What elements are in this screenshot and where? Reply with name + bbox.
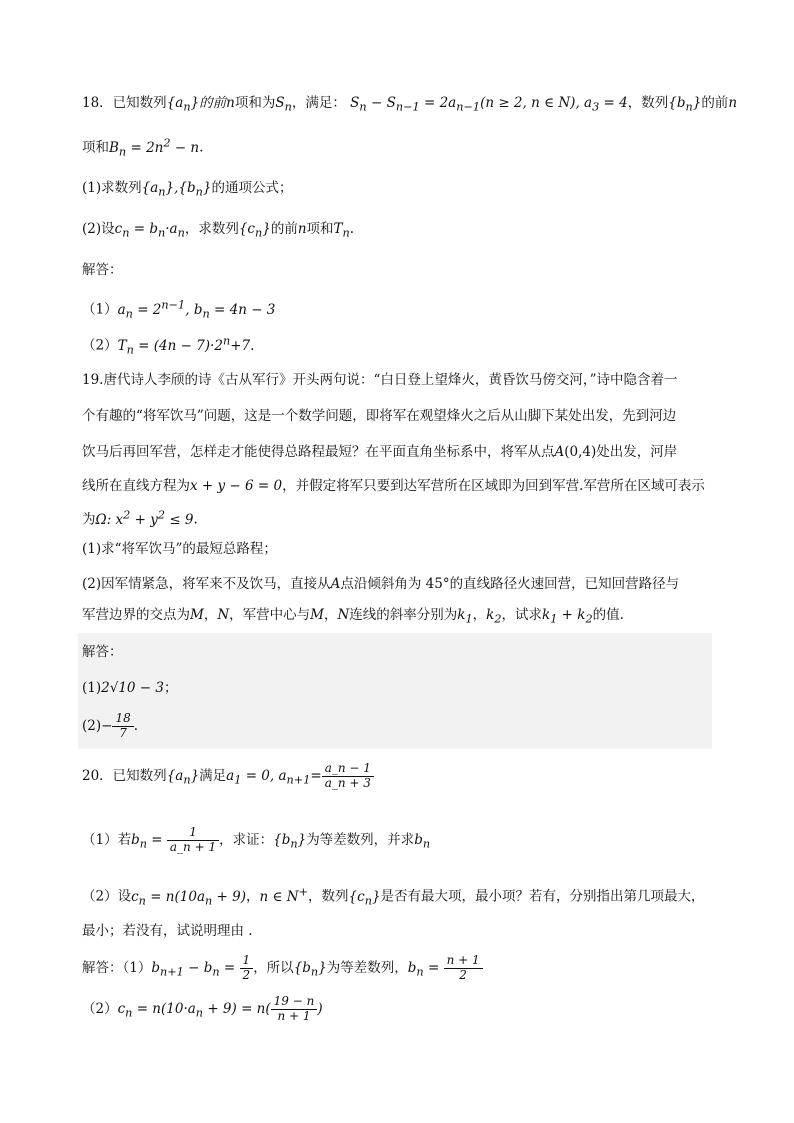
q20-line-1: 20．已知数列$\{a_n\}$满足$a_1 = 0$, $a_{n+1}=$ $\frac{a\_n - 1}{a\_n + 3}$: [82, 762, 374, 791]
q18-condition: $S_n - S_{n-1} = 2a_{n-1}(n \ge 2$, n ∈ N), $a_3 = 4$: [350, 95, 628, 114]
q18-text: 项和为: [234, 95, 276, 111]
q19-line-5: 为Ω: $x^2 + y^2 \le 9$.: [82, 508, 198, 528]
var-Bn: $B_n = 2n^2 - n$: [109, 136, 200, 159]
q18-answer-1: $(1)a_n = 2^{n-1}$, $b_n = 4n - 3$: [82, 298, 276, 321]
q20-answer-2: $(2)c_n = n(10\cdot a_n + 9) = n$( $\frac{19 - n}{n + 1}$ ): [82, 994, 323, 1023]
q18-part-1: (1)求数列$\{a_n\},\{b_n\}$的通项公式；: [82, 180, 293, 199]
q19-part-2-cont: 军营边界的交点为M，N，军营中心与M，N连线的斜率分别为$k_1$，$k_2$，试求$k_1 + k_2$的值.: [82, 607, 624, 626]
fraction: $\frac{1}{a\_n + 1}$: [167, 826, 219, 855]
fraction: $\frac{n + 1}{2}$: [444, 954, 483, 983]
q18-answer-label: 解答：: [82, 262, 123, 278]
q18-line-2: [82, 136, 203, 159]
q19-part-1: (1)求“将军饮马”的最短总路程；: [82, 541, 277, 557]
q18-text: 的前: [701, 95, 729, 111]
q18-text: ，数列: [627, 95, 669, 111]
q20-answer-1: 解答：$(1)b_{n+1} - b_n$ = $\frac{1}{2}$ ，所以$\{b_n\}$为等差数列，$b_n$ = $\frac{n + 1}{2}$: [82, 954, 483, 983]
seq-b: $\{b_n\}$: [668, 95, 702, 114]
fraction: $\frac{1}{2}$: [240, 954, 254, 983]
q18-text: .: [199, 139, 204, 156]
q19-answer-label: 解答：: [82, 644, 123, 660]
q20-part-2: （2）设$c_n = n(10a_n + 9)$，n ∈ N+，数列$\{c_n\}$是否有最大项，最小项？若有，分别指出第几项最大，: [82, 885, 705, 908]
q20-part-2-cont: 最小；若没有，试说明理由 .: [82, 923, 253, 939]
var-n: n: [728, 95, 738, 111]
fraction: $\frac{19 - n}{n + 1}$: [271, 995, 318, 1024]
var-n: n: [226, 95, 235, 111]
q18-text: 18．已知数列: [82, 95, 167, 111]
q18-part-2: (2)设$c_n = b_n\cdot a_n$，求数列$\{c_n\}$的前n项和$T_n$.: [82, 221, 355, 240]
var-Sn: $S_n$: [275, 95, 292, 114]
q19-line-3: 饮马后再回军营，怎样走才能使得总路程最短？在平面直角坐标系中，将军从点A(0,4)处出发，河岸: [82, 444, 678, 460]
q18-text: ，满足：: [291, 95, 346, 111]
q19-answer-1: (1)2√10 − 3；: [82, 680, 178, 696]
q18-text: 项和: [82, 139, 109, 156]
q19-line-2: 个有趣的“将军饮马”问题，这是一个数学问题，即将军在观望烽火之后从山脚下某处出发，先到河边: [82, 408, 677, 424]
seq-a: $\{a_n\}$的前: [166, 95, 227, 114]
q19-line-1: 19.唐代诗人李颀的诗《古从军行》开头两句说：“白日登上望烽火，黄昏饮马傍交河，”诗中隐含着一: [82, 372, 678, 388]
q19-answer-2: (2)− $\frac{18}{7}$ .: [82, 711, 139, 740]
q19-part-2: (2)因军情紧急，将军来不及饮马，直接从A点沿倾斜角为 45°的直线路径火速回营，已知回营路径与: [82, 576, 680, 592]
fraction: $\frac{a\_n - 1}{a\_n + 3}$: [322, 762, 374, 791]
fraction: $\frac{18}{7}$: [112, 712, 133, 741]
q18-line-1: [82, 95, 737, 114]
q20-part-1: （1）若$b_n$ = $\frac{1}{a\_n + 1}$ ，求证：$\{b_n\}$为等差数列，并求$b_n$: [82, 825, 431, 854]
q19-line-4: 线所在直线方程为x + y − 6 = 0，并假定将军只要到达军营所在区域即为回到军营.军营所在区域可表示: [82, 478, 705, 494]
q18-answer-2: $(2)T_n = (4n - 7)\cdot 2^n+7$.: [82, 334, 255, 357]
